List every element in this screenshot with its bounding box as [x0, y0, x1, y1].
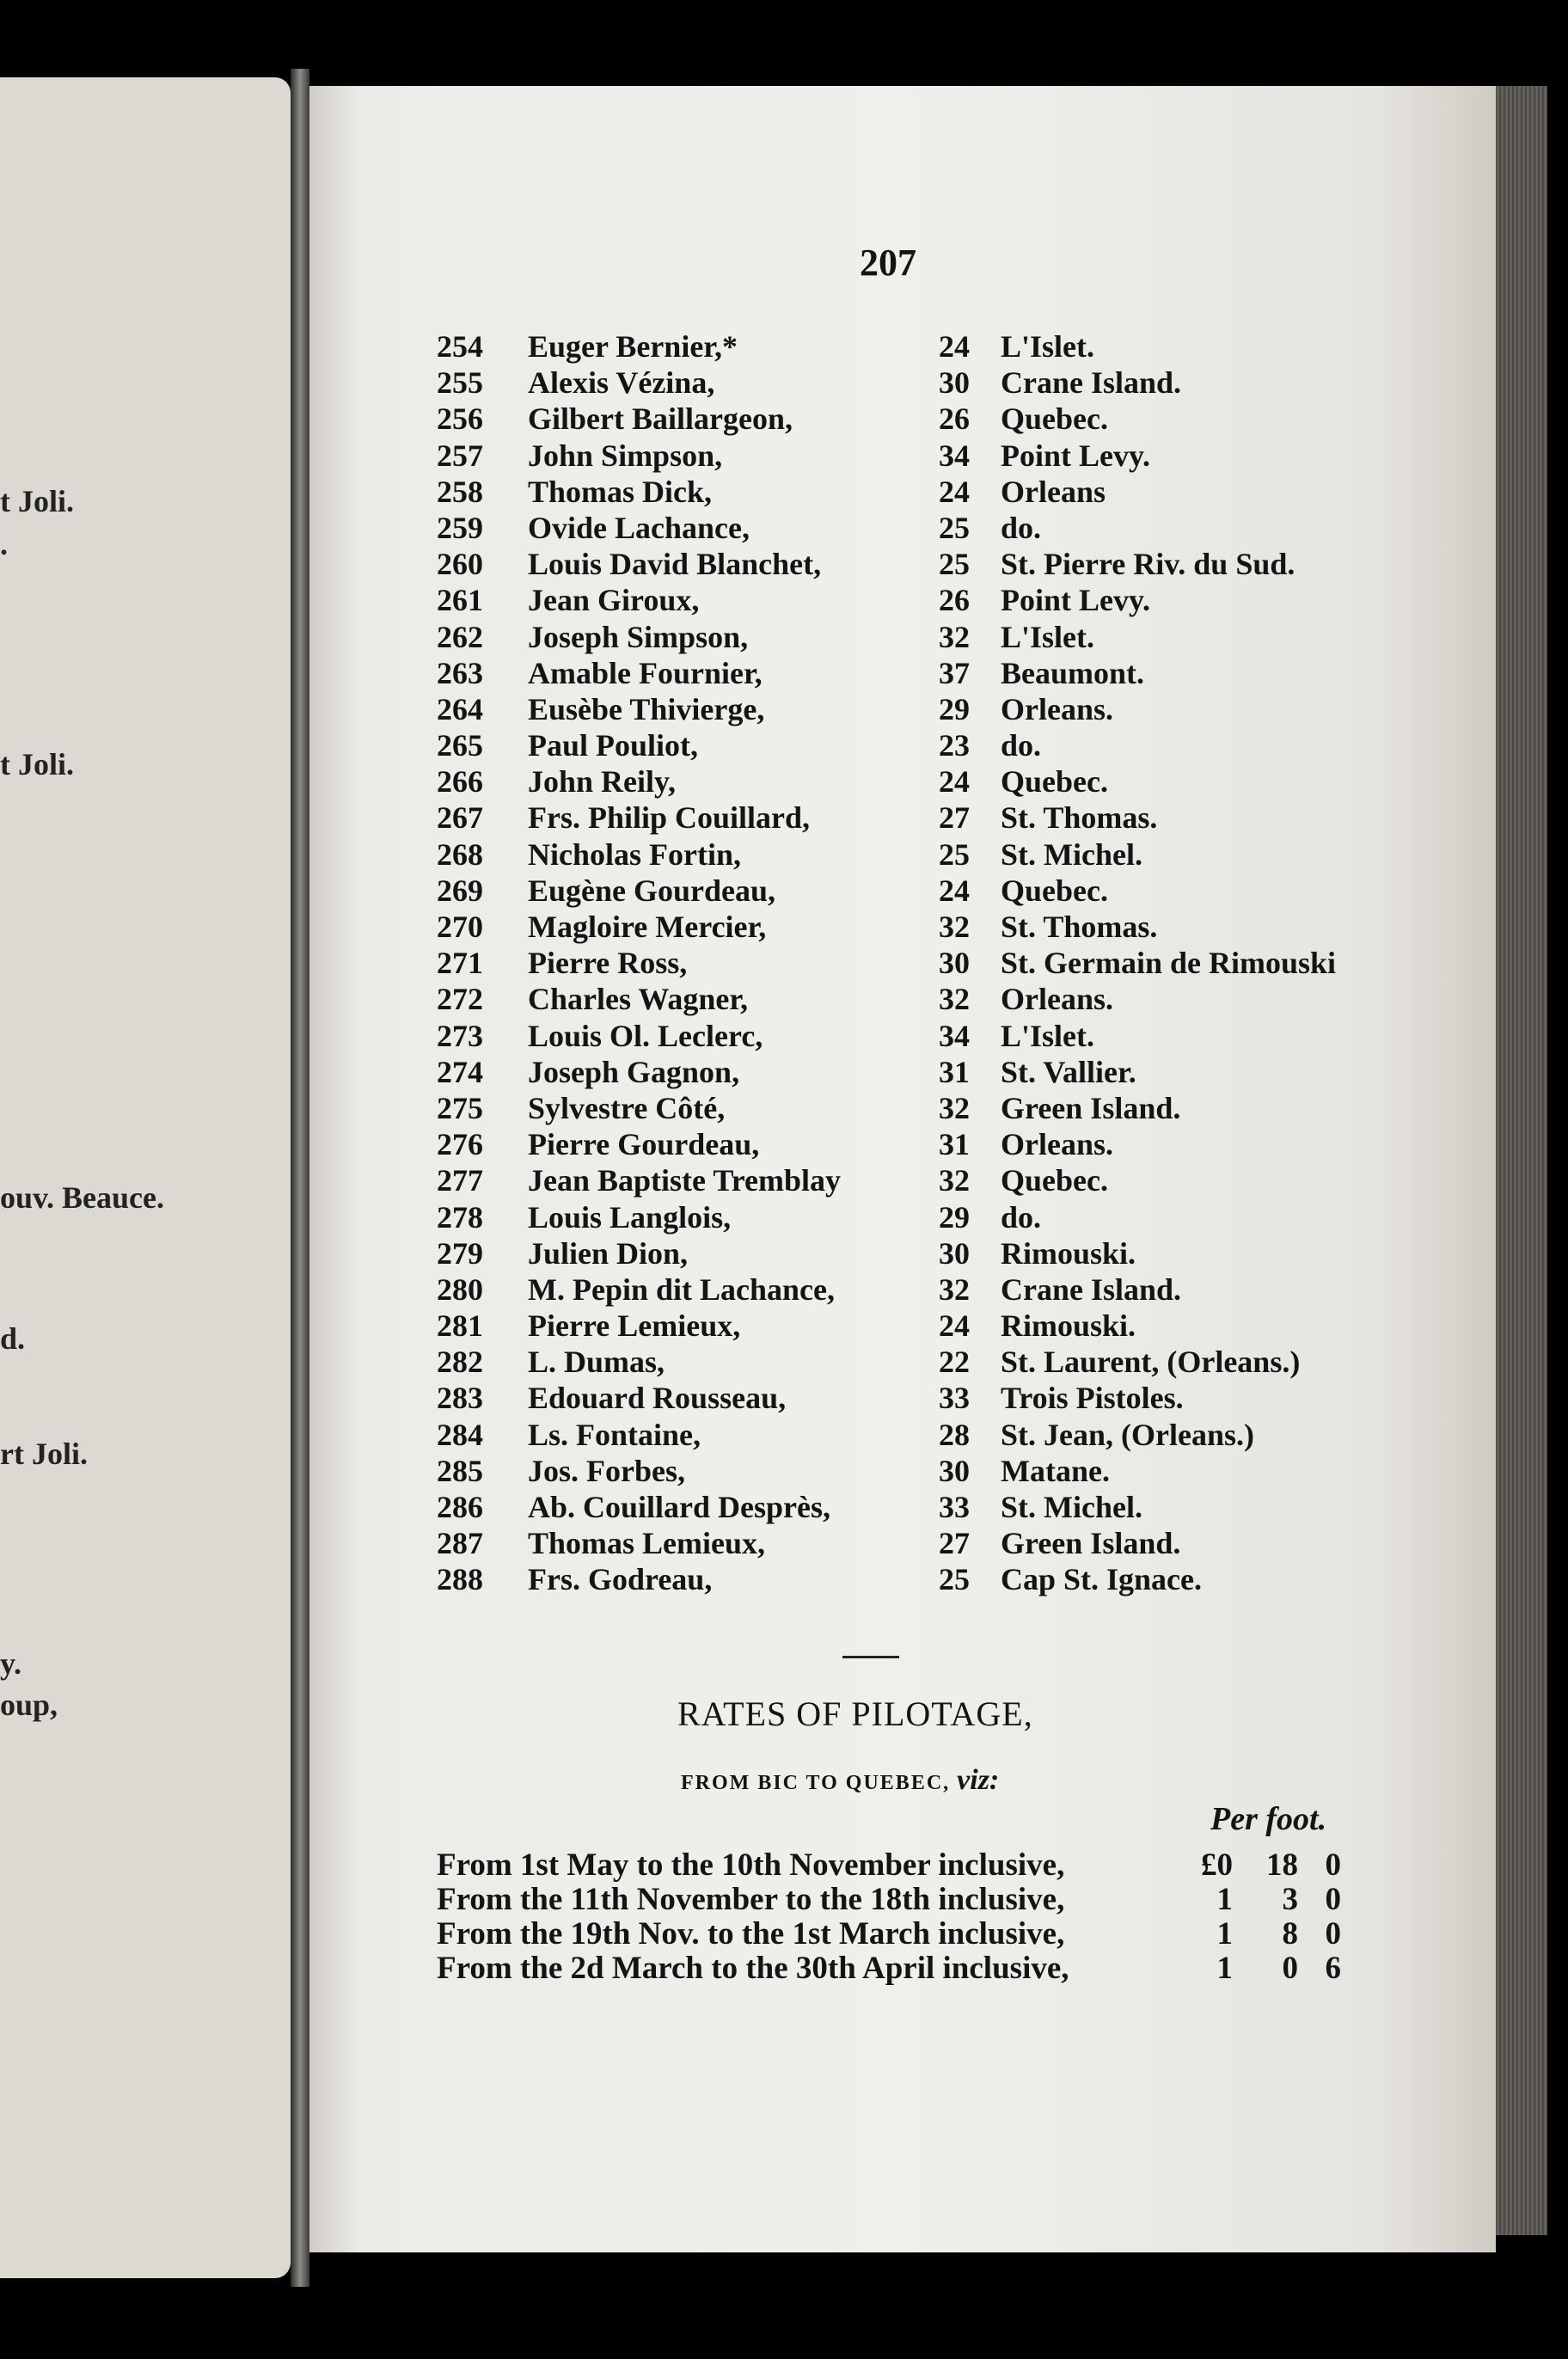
- pilot-number: 260: [437, 547, 483, 582]
- pilot-age: 31: [939, 1054, 970, 1089]
- pilot-number: 279: [437, 1235, 483, 1271]
- pilot-name: Joseph Gagnon,: [528, 1054, 740, 1089]
- pilot-age: 34: [939, 1018, 970, 1053]
- rate-shillings: 0: [1282, 1951, 1298, 1986]
- pilot-residence: Beaumont.: [1001, 655, 1145, 690]
- pilot-name: Joseph Simpson,: [528, 619, 749, 654]
- pilot-number: 266: [437, 764, 483, 800]
- pilot-row: [437, 800, 1348, 836]
- rate-pounds: 1: [1216, 1916, 1233, 1952]
- rates-title: RATES OF PILOTAGE,: [677, 1694, 1033, 1733]
- pilot-row: [437, 727, 1348, 763]
- pilot-name: Frs. Godreau,: [528, 1562, 713, 1597]
- pilot-name: Jean Baptiste Tremblay: [528, 1163, 842, 1198]
- pilot-number: 258: [437, 474, 483, 509]
- rate-pence: 0: [1325, 1847, 1341, 1883]
- pilot-name: Thomas Dick,: [528, 474, 713, 509]
- pilot-number: 278: [437, 1199, 483, 1235]
- pilot-residence: Trois Pistoles.: [1001, 1381, 1184, 1416]
- pilot-residence: do.: [1001, 728, 1042, 763]
- pilot-name: Thomas Lemieux,: [528, 1526, 766, 1561]
- pilot-residence: Crane Island.: [1001, 1271, 1182, 1307]
- pilot-row: [437, 1561, 1348, 1597]
- pilot-residence: Orleans.: [1001, 1127, 1113, 1162]
- pilot-number: 280: [437, 1271, 483, 1307]
- pilot-residence: Rimouski.: [1001, 1235, 1136, 1271]
- pilot-name: Pierre Gourdeau,: [528, 1127, 760, 1162]
- pilot-number: 270: [437, 910, 483, 944]
- pilot-age: 32: [939, 982, 970, 1017]
- pilot-residence: St. Laurent, (Orleans.): [1001, 1345, 1301, 1380]
- pilot-name: Paul Pouliot,: [528, 728, 699, 763]
- pilot-age: 28: [939, 1417, 970, 1452]
- left-page-fragment: y.: [0, 1646, 22, 1681]
- pilot-residence: Quebec.: [1001, 401, 1108, 437]
- pilot-age: 30: [939, 1235, 970, 1271]
- pilot-number: 274: [437, 1054, 483, 1089]
- pilot-name: Ovide Lachance,: [528, 510, 750, 545]
- pilot-age: 29: [939, 691, 970, 726]
- pilot-number: 255: [437, 365, 483, 401]
- pilot-number: 265: [437, 728, 483, 763]
- pilot-row: [437, 474, 1348, 510]
- pilot-age: 24: [939, 329, 970, 364]
- pilot-row: [437, 655, 1348, 691]
- pilot-residence: Green Island.: [1001, 1090, 1181, 1125]
- pilot-name: Louis Langlois,: [528, 1199, 732, 1235]
- pilot-residence: L'Islet.: [1001, 1018, 1095, 1053]
- pilot-row: [437, 438, 1348, 474]
- rate-shillings: 3: [1282, 1882, 1298, 1917]
- pilot-age: 26: [939, 401, 970, 437]
- pilot-name: Louis Ol. Leclerc,: [528, 1018, 763, 1053]
- rate-row: [437, 1883, 1348, 1917]
- pilot-age: 32: [939, 1090, 970, 1125]
- rates-subtitle: [681, 1764, 999, 1797]
- pilot-number: 272: [437, 982, 483, 1017]
- pilot-residence: Orleans.: [1001, 982, 1113, 1017]
- pilot-row: [437, 1018, 1348, 1054]
- pilot-name: Eusèbe Thivierge,: [528, 691, 765, 726]
- pilot-roster: [437, 328, 1348, 1598]
- book-gutter: [291, 69, 309, 2287]
- rate-pence: 0: [1325, 1882, 1341, 1917]
- pilot-row: [437, 873, 1348, 909]
- pilot-residence: do.: [1001, 510, 1042, 545]
- rate-period: From the 19th Nov. to the 1st March inclusive,: [437, 1916, 1065, 1952]
- pilot-row: [437, 1417, 1348, 1453]
- pilot-residence: Orleans.: [1001, 691, 1113, 726]
- pilot-row: [437, 1235, 1348, 1271]
- pilot-row: [437, 1525, 1348, 1561]
- pilot-residence: Point Levy.: [1001, 438, 1151, 473]
- left-page-fragment: oup,: [0, 1688, 58, 1722]
- pilot-age: 25: [939, 1562, 970, 1597]
- pilot-number: 262: [437, 619, 483, 654]
- pilot-age: 32: [939, 910, 970, 944]
- pilot-name: Pierre Lemieux,: [528, 1308, 741, 1344]
- pilot-age: 23: [939, 728, 970, 763]
- rates-subtitle-suffix: viz:: [957, 1764, 1000, 1796]
- pilot-number: 254: [437, 329, 483, 364]
- rate-shillings: 8: [1282, 1916, 1298, 1952]
- pilot-name: Louis David Blanchet,: [528, 547, 822, 582]
- pilot-row: [437, 328, 1348, 365]
- pilot-number: 286: [437, 1490, 483, 1524]
- pilot-row: [437, 1271, 1348, 1308]
- pilot-row: [437, 691, 1348, 727]
- pilot-age: 34: [939, 438, 970, 473]
- pilot-age: 24: [939, 873, 970, 908]
- pilot-residence: Cap St. Ignace.: [1001, 1562, 1203, 1597]
- pilot-number: 259: [437, 510, 483, 545]
- pilot-row: [437, 1489, 1348, 1525]
- pilot-age: 24: [939, 474, 970, 509]
- rates-table: [437, 1848, 1348, 1986]
- pilot-name: Jean Giroux,: [528, 583, 700, 618]
- rate-row: [437, 1952, 1348, 1986]
- pilot-residence: Quebec.: [1001, 764, 1108, 800]
- pilot-residence: St. Vallier.: [1001, 1054, 1136, 1089]
- pilot-number: 261: [437, 583, 483, 618]
- pilot-row: [437, 546, 1348, 582]
- left-page-fragment: ouv. Beauce.: [0, 1180, 165, 1215]
- rate-row: [437, 1848, 1348, 1883]
- pilot-number: 256: [437, 401, 483, 437]
- pilot-residence: St. Jean, (Orleans.): [1001, 1417, 1254, 1452]
- pilot-name: Charles Wagner,: [528, 982, 749, 1017]
- pilot-residence: Point Levy.: [1001, 583, 1151, 618]
- pilot-row: [437, 1162, 1348, 1198]
- pilot-age: 27: [939, 1526, 970, 1561]
- pilot-age: 26: [939, 583, 970, 618]
- pilot-residence: Quebec.: [1001, 1163, 1108, 1198]
- pilot-name: Euger Bernier,*: [528, 329, 738, 364]
- pilot-residence: Matane.: [1001, 1453, 1110, 1488]
- pilot-row: [437, 1199, 1348, 1235]
- rate-pounds: 1: [1216, 1882, 1233, 1917]
- pilot-number: 284: [437, 1417, 483, 1452]
- pilot-row: [437, 1054, 1348, 1090]
- section-rule: [842, 1656, 899, 1658]
- page-number: 207: [860, 242, 916, 284]
- pilot-row: [437, 1453, 1348, 1489]
- left-page-fragment: t Joli.: [0, 747, 74, 781]
- pilot-name: Edouard Rousseau,: [528, 1381, 787, 1416]
- pilot-name: Eugène Gourdeau,: [528, 873, 776, 908]
- pilot-number: 275: [437, 1090, 483, 1125]
- pilot-number: 257: [437, 438, 483, 473]
- pilot-residence: Quebec.: [1001, 873, 1108, 908]
- pilot-residence: St. Thomas.: [1001, 910, 1158, 944]
- pilot-row: [437, 365, 1348, 401]
- pilot-age: 30: [939, 1453, 970, 1488]
- pilot-name: Julien Dion,: [528, 1235, 689, 1271]
- pilot-name: Magloire Mercier,: [528, 910, 767, 944]
- pilot-number: 269: [437, 873, 483, 908]
- left-page-fragment: rt Joli.: [0, 1437, 88, 1471]
- pilot-name: Jos. Forbes,: [528, 1453, 685, 1488]
- pilot-number: 264: [437, 691, 483, 726]
- pilot-age: 33: [939, 1381, 970, 1416]
- pilot-name: John Reily,: [528, 764, 677, 800]
- pilot-name: Sylvestre Côté,: [528, 1090, 726, 1125]
- left-page-fragment: d.: [0, 1321, 26, 1356]
- rate-period: From 1st May to the 10th November inclusive,: [437, 1847, 1065, 1883]
- pilot-age: 31: [939, 1127, 970, 1162]
- rate-pence: 6: [1325, 1951, 1341, 1986]
- pilot-row: [437, 836, 1348, 873]
- left-page-fragment: .: [0, 527, 8, 561]
- pilot-number: 285: [437, 1453, 483, 1488]
- pilot-row: [437, 763, 1348, 800]
- pilot-number: 287: [437, 1526, 483, 1561]
- pilot-number: 273: [437, 1018, 483, 1053]
- pilot-age: 25: [939, 510, 970, 545]
- pilot-row: [437, 510, 1348, 546]
- pilot-age: 22: [939, 1345, 970, 1380]
- rate-shillings: 18: [1266, 1847, 1298, 1883]
- pilot-row: [437, 1380, 1348, 1416]
- pilot-name: John Simpson,: [528, 438, 723, 473]
- pilot-row: [437, 1090, 1348, 1126]
- pilot-name: Gilbert Baillargeon,: [528, 401, 793, 437]
- pilot-number: 283: [437, 1381, 483, 1416]
- pilot-age: 25: [939, 547, 970, 582]
- pilot-row: [437, 981, 1348, 1017]
- pilot-name: Ls. Fontaine,: [528, 1417, 701, 1452]
- pilot-number: 277: [437, 1163, 483, 1198]
- pilot-name: Pierre Ross,: [528, 946, 688, 981]
- pilot-age: 25: [939, 836, 970, 872]
- pilot-number: 268: [437, 836, 483, 872]
- rate-row: [437, 1917, 1348, 1952]
- pilot-age: 33: [939, 1490, 970, 1524]
- pilot-age: 32: [939, 1271, 970, 1307]
- pilot-age: 37: [939, 655, 970, 690]
- pilot-age: 29: [939, 1199, 970, 1235]
- pilot-name: M. Pepin dit Lachance,: [528, 1271, 835, 1307]
- pilot-name: L. Dumas,: [528, 1345, 665, 1380]
- left-page-fragment: t Joli.: [0, 484, 74, 518]
- pilot-row: [437, 909, 1348, 945]
- pilot-age: 32: [939, 1163, 970, 1198]
- pilot-row: [437, 1344, 1348, 1380]
- pilot-residence: Rimouski.: [1001, 1308, 1136, 1344]
- rate-period: From the 2d March to the 30th April inclusive,: [437, 1951, 1069, 1986]
- pilot-row: [437, 401, 1348, 437]
- pilot-name: Frs. Philip Couillard,: [528, 800, 811, 836]
- pilot-residence: St. Michel.: [1001, 1490, 1142, 1524]
- pilot-age: 27: [939, 800, 970, 836]
- per-foot-label: Per foot.: [1210, 1801, 1327, 1837]
- page-fore-edge: [1496, 86, 1547, 2235]
- pilot-number: 267: [437, 800, 483, 836]
- pilot-age: 30: [939, 946, 970, 981]
- pilot-residence: Orleans: [1001, 474, 1106, 509]
- pilot-row: [437, 582, 1348, 618]
- pilot-row: [437, 1308, 1348, 1344]
- pilot-residence: L'Islet.: [1001, 619, 1095, 654]
- pilot-residence: St. Pierre Riv. du Sud.: [1001, 547, 1295, 582]
- pilot-age: 24: [939, 764, 970, 800]
- pilot-number: 282: [437, 1345, 483, 1380]
- pilot-name: Amable Fournier,: [528, 655, 763, 690]
- pilot-residence: St. Germain de Rimouski: [1001, 946, 1337, 981]
- pilot-row: [437, 619, 1348, 655]
- pilot-number: 271: [437, 946, 483, 981]
- pilot-name: Alexis Vézina,: [528, 365, 715, 401]
- pilot-age: 32: [939, 619, 970, 654]
- pilot-residence: St. Michel.: [1001, 836, 1142, 872]
- pilot-number: 263: [437, 655, 483, 690]
- pilot-name: Ab. Couillard Desprès,: [528, 1490, 831, 1524]
- rate-pounds: £0: [1201, 1847, 1233, 1883]
- rate-pence: 0: [1325, 1916, 1341, 1952]
- pilot-number: 281: [437, 1308, 483, 1344]
- pilot-number: 288: [437, 1562, 483, 1597]
- pilot-residence: L'Islet.: [1001, 329, 1095, 364]
- pilot-residence: do.: [1001, 1199, 1042, 1235]
- pilot-row: [437, 945, 1348, 981]
- pilot-name: Nicholas Fortin,: [528, 836, 741, 872]
- pilot-number: 276: [437, 1127, 483, 1162]
- rates-subtitle-text: FROM BIC TO QUEBEC,: [681, 1772, 951, 1794]
- rate-pounds: 1: [1216, 1951, 1233, 1986]
- pilot-residence: Green Island.: [1001, 1526, 1181, 1561]
- pilot-residence: Crane Island.: [1001, 365, 1182, 401]
- pilot-residence: St. Thomas.: [1001, 800, 1158, 836]
- left-page: [0, 77, 291, 2278]
- pilot-age: 24: [939, 1308, 970, 1344]
- pilot-age: 30: [939, 365, 970, 401]
- pilot-row: [437, 1126, 1348, 1162]
- rate-period: From the 11th November to the 18th inclusive,: [437, 1882, 1065, 1917]
